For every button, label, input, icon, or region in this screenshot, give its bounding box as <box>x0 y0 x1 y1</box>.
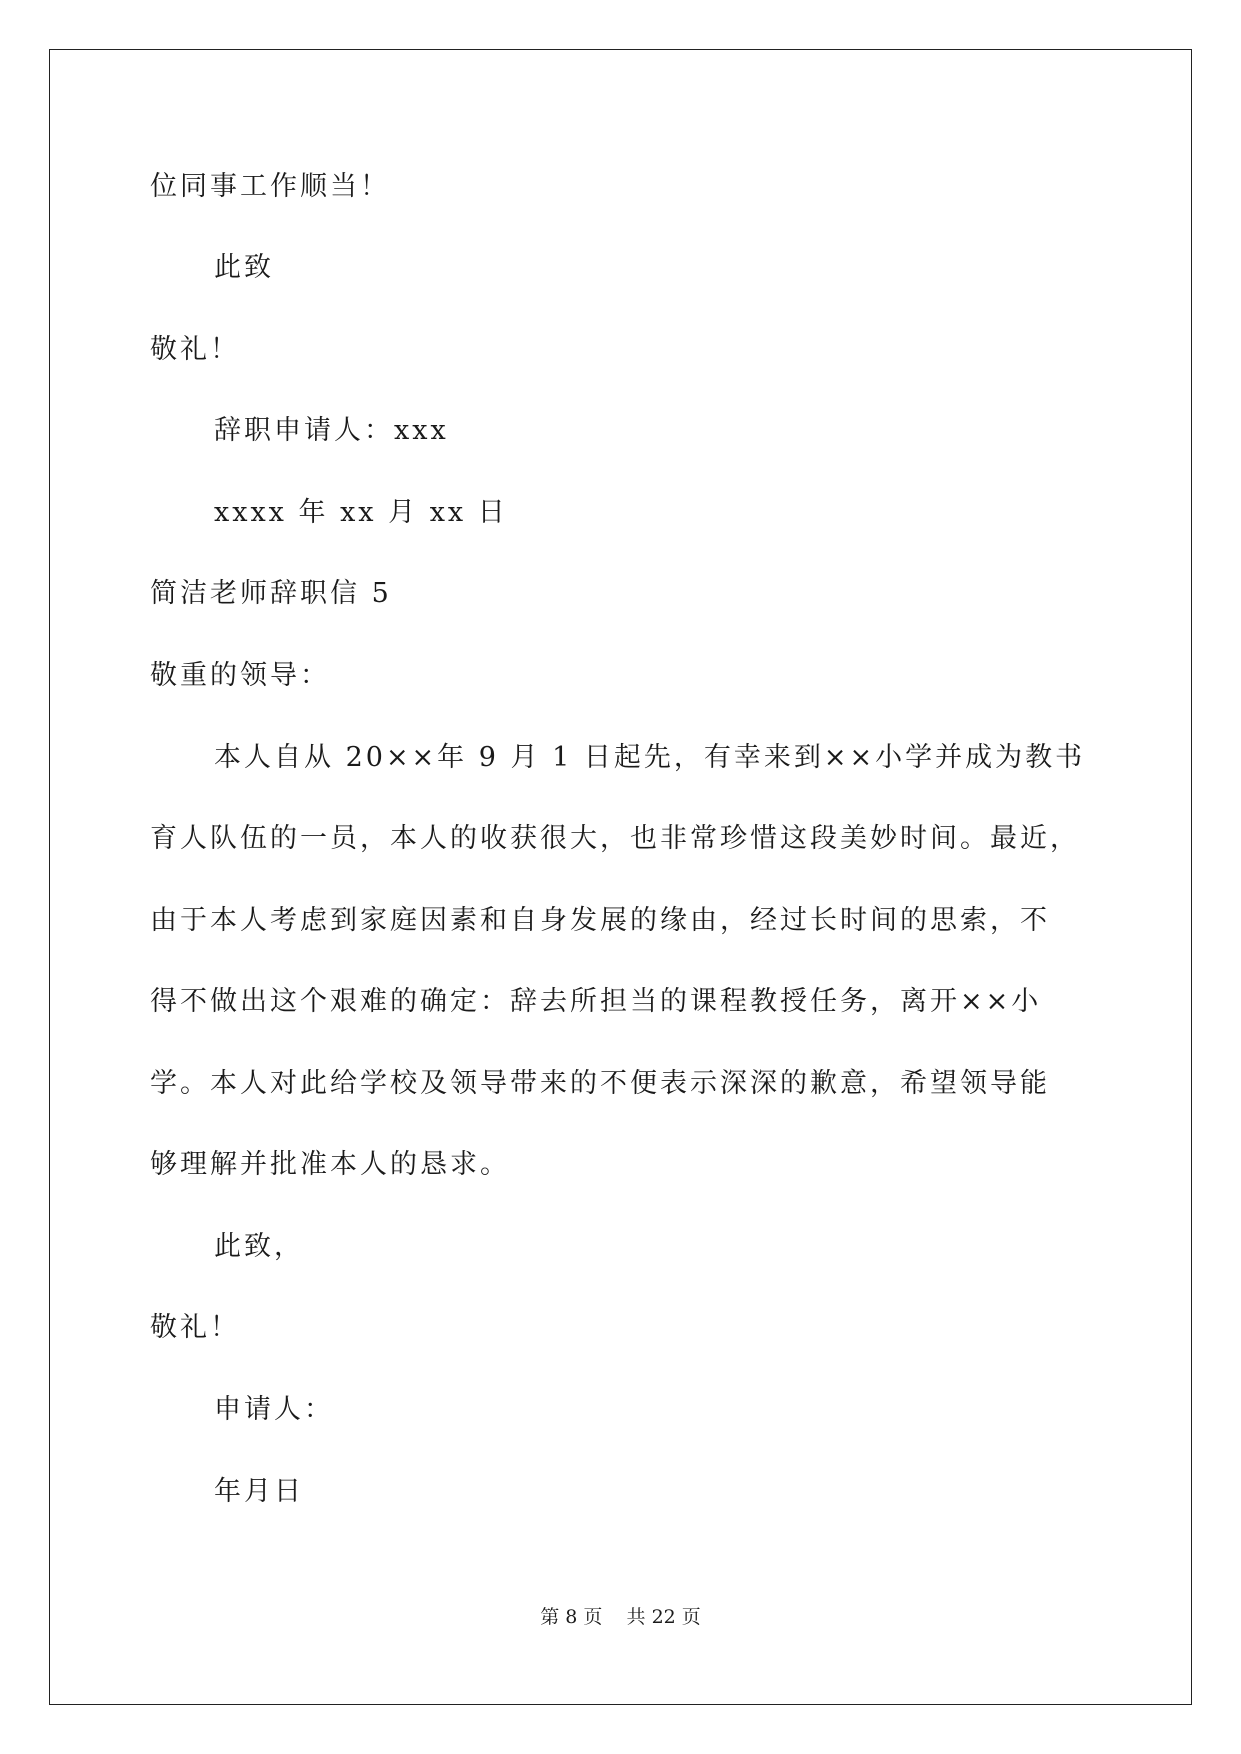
salutation: 敬重的领导： <box>150 660 330 691</box>
date-line: 年月日 <box>214 1476 304 1507</box>
page-number: 第 8 页 <box>540 1606 603 1628</box>
section-heading: 简洁老师辞职信 5 <box>150 578 392 609</box>
paragraph-line: 本人自从 20××年 9 月 1 日起先，有幸来到××小学并成为教书 <box>214 742 1086 773</box>
paragraph-line: 由于本人考虑到家庭因素和自身发展的缘由，经过长时间的思索，不 <box>150 905 1050 936</box>
text-line: 此致 <box>214 252 274 283</box>
signature-line: 申请人： <box>214 1394 334 1425</box>
text-line: 位同事工作顺当！ <box>150 171 390 202</box>
paragraph-line: 育人队伍的一员，本人的收获很大，也非常珍惜这段美妙时间。最近， <box>150 823 1080 854</box>
paragraph-line: 够理解并批准本人的恳求。 <box>150 1149 510 1180</box>
page-frame <box>49 49 1192 1705</box>
paragraph-line: 得不做出这个艰难的确定：辞去所担当的课程教授任务，离开××小 <box>150 986 1042 1017</box>
text-line: xxxx 年 xx 月 xx 日 <box>214 497 508 528</box>
closing-line: 敬礼！ <box>150 1312 240 1343</box>
page-footer <box>0 1604 1241 1630</box>
closing-line: 此致， <box>214 1231 304 1262</box>
paragraph-line: 学。本人对此给学校及领导带来的不便表示深深的歉意，希望领导能 <box>150 1068 1050 1099</box>
text-line: 辞职申请人：xxx <box>214 415 449 446</box>
text-line: 敬礼！ <box>150 334 240 365</box>
page-total: 共 22 页 <box>626 1606 701 1628</box>
